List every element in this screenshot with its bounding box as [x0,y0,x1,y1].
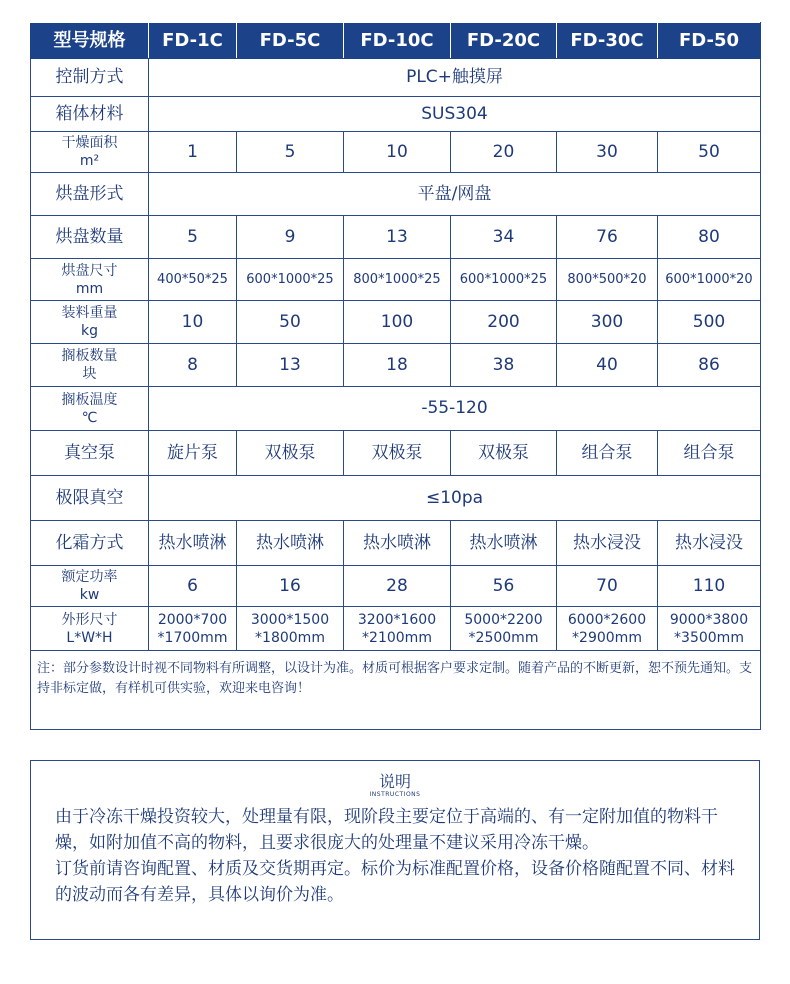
label-text: 额定功率 [61,569,118,585]
value-cell: 13 [344,216,451,259]
row-tray-size [31,259,761,301]
value-cell: PLC+触摸屏 [149,59,761,97]
dim-line: *2900mm [572,629,642,646]
row-label [31,301,149,344]
value-cell: 组合泵 [658,431,761,476]
value-cell: 热水浸没 [557,521,658,566]
row-label [31,132,149,173]
dim-line: *1800mm [255,629,325,646]
row-control [31,59,761,97]
note-text: 注：部分参数设计时视不同物料有所调整，以设计为准。材质可根据客户要求定制。随着产品的不断更新，恕不预先通知。支持非标定做，有样机可供实验，欢迎来电咨询！ [31,651,761,730]
dim-line: 3000*1500 [250,611,330,628]
label-text: 箱体材料 [55,103,124,124]
value-cell: 600*1000*25 [237,259,344,301]
value-cell: 50 [658,132,761,173]
value-cell: 600*1000*25 [451,259,557,301]
instructions-paragraph: 由于冷冻干燥投资较大，处理量有限，现阶段主要定位于高端的、有一定附加值的物料干燥，如附加值不高的物料，且要求很庞大的处理量不建议采用冷冻干燥。 [55,807,718,853]
dim-line: 3200*1600 [357,611,437,628]
value-cell: 28 [344,566,451,607]
row-material [31,97,761,132]
unit-text: L*W*H [66,629,113,646]
label-text: 烘盘数量 [55,226,124,247]
value-cell: 110 [658,566,761,607]
model: FD-20C [451,23,557,59]
row-label [31,259,149,301]
value-cell: 9 [237,216,344,259]
row-label [31,476,149,521]
unit-text: kw [79,587,100,603]
value-cell: 70 [557,566,658,607]
value-cell: 双极泵 [344,431,451,476]
value-cell: 5 [237,132,344,173]
row-tray-count [31,216,761,259]
value-cell: 500 [658,301,761,344]
dim-line: 2000*700 [157,611,228,628]
instructions-paragraph: 订货前请咨询配置、材质及交货期再定。标价为标准配置价格，设备价格随配置不同、材料的波动而各有差异，具体以询价为准。 [55,859,735,905]
instructions-box [30,760,760,940]
instructions-title: 说明 [378,772,411,791]
value-cell: 80 [658,216,761,259]
label-text: 干燥面积 [61,135,118,151]
label-text: 外形尺寸 [61,611,118,628]
value-cell: 热水喷淋 [451,521,557,566]
dim-line: 9000*3800 [669,611,749,628]
label-text: 搁板温度 [61,391,118,408]
value-cell: 56 [451,566,557,607]
row-power [31,566,761,607]
dim-line: *3500mm [674,629,744,646]
value-cell: 400*50*25 [149,259,237,301]
row-label [31,521,149,566]
value-cell: 600*1000*20 [658,259,761,301]
header-row [31,23,761,59]
value-cell: 34 [451,216,557,259]
value-cell: 13 [237,344,344,387]
value-cell: 16 [237,566,344,607]
model: FD-50 [658,23,761,59]
unit-text: 块 [82,366,97,382]
row-load [31,301,761,344]
row-label [31,431,149,476]
row-pump [31,431,761,476]
dim-line: 5000*2200 [464,611,543,628]
value-cell [557,607,658,651]
model: FD-30C [557,23,658,59]
value-cell: 组合泵 [557,431,658,476]
row-dims [31,607,761,651]
label-text: 极限真空 [55,487,124,508]
row-label [31,607,149,651]
value-cell: 50 [237,301,344,344]
row-tray-type [31,173,761,216]
row-label [31,59,149,97]
row-label [31,216,149,259]
value-cell: 5 [149,216,237,259]
value-cell: 1 [149,132,237,173]
value-cell: 热水喷淋 [237,521,344,566]
value-cell: 76 [557,216,658,259]
label-text: 搁板数量 [61,348,118,364]
value-cell [237,607,344,651]
value-cell: 热水喷淋 [149,521,237,566]
value-cell: 旋片泵 [149,431,237,476]
value-cell: 10 [149,301,237,344]
dim-line: *2100mm [362,629,432,646]
label-text: 控制方式 [55,67,124,87]
value-cell [658,607,761,651]
value-cell: 200 [451,301,557,344]
value-cell: 800*1000*25 [344,259,451,301]
value-cell: 热水浸没 [658,521,761,566]
value-cell: 双极泵 [237,431,344,476]
value-cell [344,607,451,651]
value-cell: 平盘/网盘 [149,173,761,216]
value-cell [451,607,557,651]
value-cell: 300 [557,301,658,344]
value-cell: SUS304 [149,97,761,132]
unit-text: m² [79,153,100,169]
row-defrost [31,521,761,566]
row-temp [31,387,761,431]
label-text: 化霜方式 [55,532,124,553]
value-cell: 热水喷淋 [344,521,451,566]
value-cell: -55-120 [149,387,761,431]
dim-line: *2500mm [468,629,539,646]
dim-line: 6000*2600 [567,611,647,628]
value-cell: 20 [451,132,557,173]
unit-text: ℃ [81,409,98,426]
note-row [31,651,761,730]
row-label [31,97,149,132]
instructions-subtitle: INSTRUCTIONS [369,791,421,798]
value-cell: ≤10pa [149,476,761,521]
value-cell: 86 [658,344,761,387]
label-text: 装料重量 [61,305,118,321]
value-cell: 18 [344,344,451,387]
model: FD-5C [237,23,344,59]
value-cell: 38 [451,344,557,387]
value-cell: 6 [149,566,237,607]
model: FD-10C [344,23,451,59]
row-shelf [31,344,761,387]
value-cell: 100 [344,301,451,344]
value-cell: 8 [149,344,237,387]
row-vacuum [31,476,761,521]
value-cell: 10 [344,132,451,173]
dim-line: *1700mm [157,629,228,646]
row-area [31,132,761,173]
row-label [31,173,149,216]
row-label [31,566,149,607]
value-cell: 40 [557,344,658,387]
model: FD-1C [149,23,237,59]
row-label [31,344,149,387]
value-cell: 800*500*20 [557,259,658,301]
value-cell: 30 [557,132,658,173]
row-label [31,387,149,431]
unit-text: kg [81,323,98,339]
label-text: 烘盘尺寸 [61,262,118,279]
value-cell [149,607,237,651]
label-text: 真空泵 [64,442,115,463]
value-cell: 双极泵 [451,431,557,476]
spec-table [30,22,761,730]
header-label: 型号规格 [31,23,149,59]
label-text: 烘盘形式 [55,183,124,204]
unit-text: mm [75,280,104,297]
